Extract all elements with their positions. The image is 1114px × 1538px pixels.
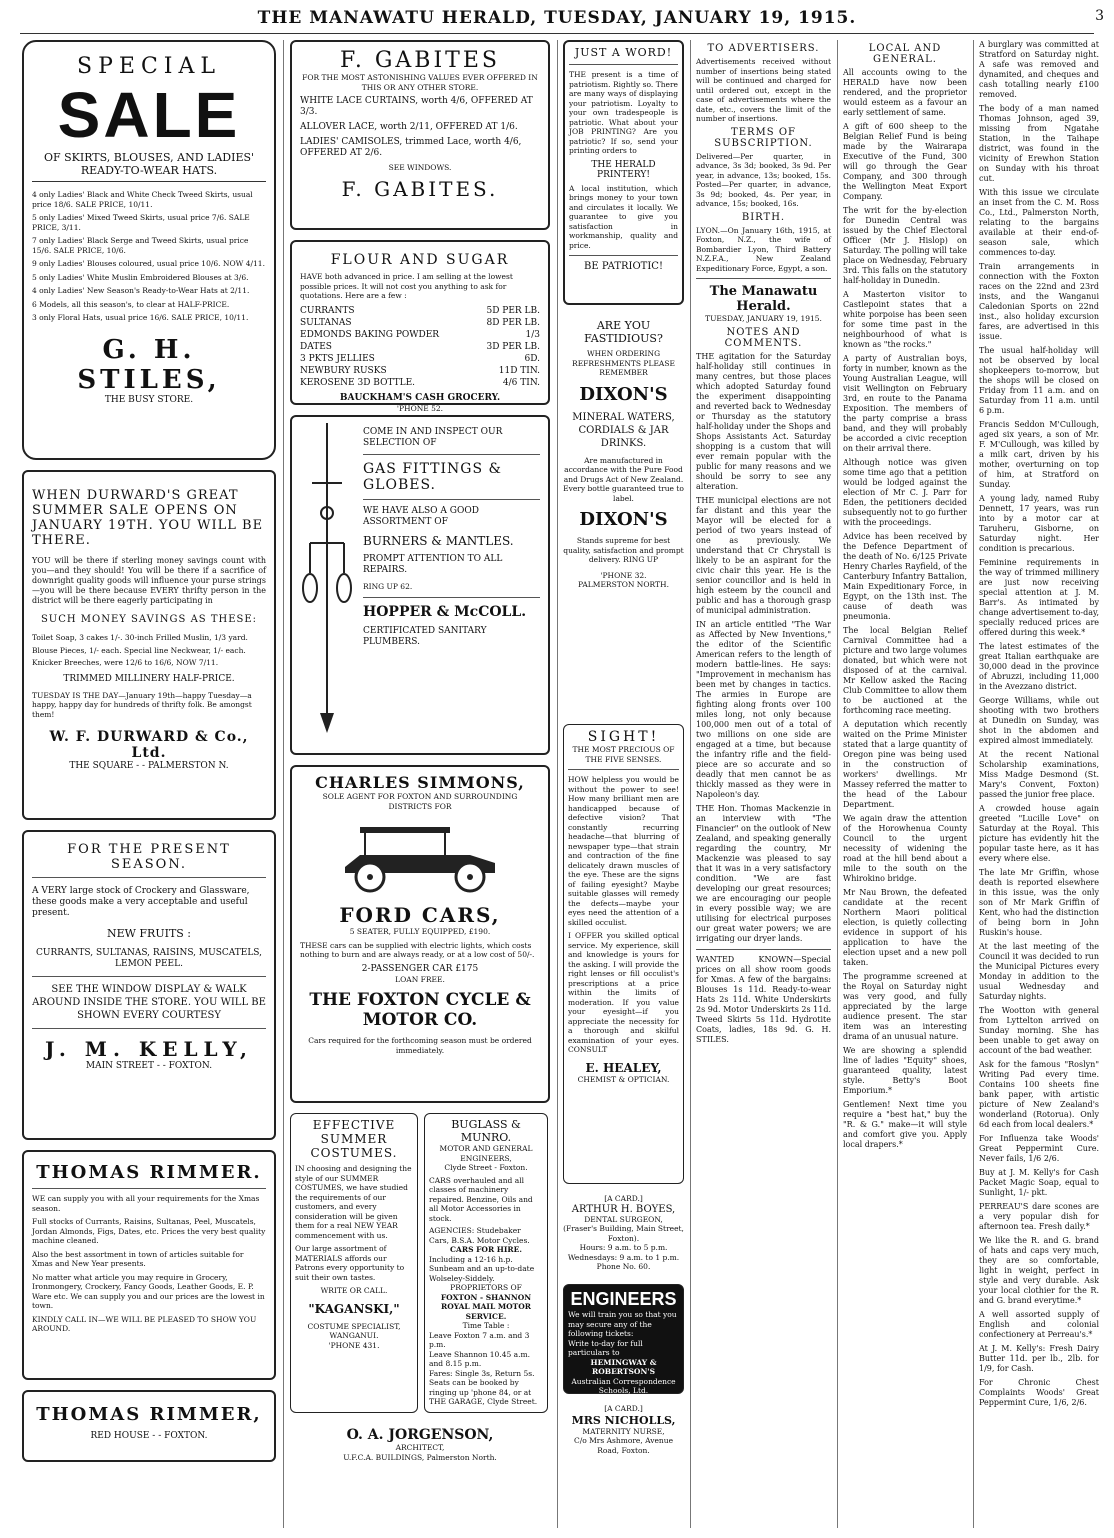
engineers-city: AUCKLAND [600, 1395, 647, 1405]
boyes-addr: (Fraser's Building, Main Street, Foxton). [563, 1224, 684, 1243]
stiles-ad [22, 40, 276, 460]
news-paragraph: The late Mr Griffin, whose death is reported elsewhere in this issue, was the only son of Mr Mark Griffin of Kent, who had the distinction of being born in John Ruskin's house. [979, 868, 1099, 937]
stiles-special: SPECIAL [77, 54, 221, 79]
news-paragraph: At the recent National Scholarship examinations, Miss Madge Desmond (St. Mary's Convent, Foxton) passed the junior free place. [979, 750, 1099, 799]
kaganski-body2: Our large assortment of MATERIALS affords our Patrons every opportunity to suit their own tastes. [295, 1244, 405, 1282]
local-paragraph: The programme screened at the Royal on Saturday night was very good, and fully appreciated by the large audience present. The star item was an interesting drama of an unusual nature. [843, 972, 967, 1041]
gabites-name-2: F. GABITES. [341, 176, 499, 201]
gabites-see: SEE WINDOWS. [388, 163, 452, 172]
healey-tag: CHEMIST & OPTICIAN. [577, 1074, 670, 1084]
divider [569, 255, 678, 256]
boyes-card-label: [A CARD.] [604, 1194, 643, 1203]
gas-fitting-illustration [300, 423, 355, 747]
divider [32, 1188, 266, 1189]
divider [363, 454, 540, 455]
durward-headline: WHEN DURWARD'S GREAT SUMMER SALE OPENS ON JANUARY 19TH. YOU WILL BE THERE. [32, 488, 264, 548]
dixon-body: Are manufactured in accordance with the Pure Food and Drugs Act of New Zealand. Every bottle guaranteed true to label. [563, 455, 684, 503]
herald-nameplate: The Manawatu Herald. [709, 284, 818, 314]
buglass-prop: PROPRIETORS OF [450, 1283, 522, 1292]
terms-body: Delivered—Per quarter, in advance, 3s 3d; booked, 3s 9d. Per year, in advance, 13s; booked, 15s. Posted—Per quarter, in advance, 3s 9d; booked, 4s. Per year, in advance, 15s; booked, 16s. [696, 151, 831, 208]
news-paragraph: George Williams, while out shooting with two brothers at Dunedin on Sunday, was shot in the abdomen and expired almost immediately. [979, 696, 1099, 745]
item: EDMONDS BAKING POWDER [300, 329, 440, 340]
local-paragraph: We again draw the attention of the Horowhenua County Council to the urgent necessity of widening the road at the hill bend about a mile to the south on the Whirokino bridge. [843, 814, 967, 883]
nicholls-addr: C/o Mrs Ashmore, Avenue Road, Foxton. [573, 1436, 674, 1455]
buglass-ad [424, 1113, 548, 1413]
rimmer-p1: WE can supply you with all your requirements for the Xmas season. [32, 1194, 260, 1213]
durward-millinery: TRIMMED MILLINERY HALF-PRICE. [63, 673, 235, 684]
gabites-ad [290, 40, 550, 230]
news-paragraph: PERREAU'S dare scones are a very popular dish for afternoon tea. Fresh daily.* [979, 1202, 1099, 1231]
column-2 [290, 40, 550, 1528]
news-paragraph: The Wootton with general from Lyttelton arrived on Sunday morning. She has been unable to get away on account of the bad weather. [979, 1006, 1099, 1055]
kelly-body: A VERY large stock of Crockery and Glassware, these goods make a very acceptable and useful present. [32, 886, 250, 918]
stiles-item: 5 only Ladies' White Muslin Embroidered Blouses at 3/6. [32, 272, 249, 282]
jorgenson-sub: ARCHITECT, [395, 1443, 445, 1452]
divider [569, 64, 678, 65]
just-body2: A local institution, which brings money to your town and circulates it locally. We guarantee to give you satisfaction in workmanship, quality and price. [569, 183, 678, 250]
durward-body: YOU will be there if sterling money savings count with you—and they should! You will be there if a sacrifice of downright quality goods will influence your purse strings—you will be there because EVERY thrifty person in the district will be there eagerly participating in [32, 556, 266, 605]
gas-lamp-icon [300, 423, 355, 743]
news-paragraph: Train arrangements in connection with the Foxton races on the 22nd and 23rd insts, and the Wanganui Caledonian Sports on 22nd inst., also holiday excursion fares, are advertised in this issue. [979, 262, 1099, 341]
kaganski-name: "KAGANSKI," [308, 1301, 400, 1316]
local-paragraph: A party of Australian boys, forty in number, known as the Young Australian League, will visit Wellington on February 3rd, en route to the Panama Exposition. The members of the party comprise a brass band, and they will probably be accorded a civic reception on their arrival there. [843, 354, 967, 453]
kelly-fruit-list: CURRANTS, SULTANAS, RAISINS, MUSCATELS, LEMON PEEL. [35, 948, 263, 969]
divider [568, 769, 679, 770]
kaganski-head: EFFECTIVE SUMMER COSTUMES. [310, 1118, 398, 1160]
item: NEWBURY RUSKS [300, 365, 387, 376]
car-icon [330, 815, 510, 895]
local-paragraph: A Masterton visitor to Castlepoint states that a white porpoise has been seen for some time past in the neighbourhood of what is known as "the rocks." [843, 290, 967, 349]
stiles-name: G. H. STILES, [77, 334, 221, 395]
buglass-addr: Clyde Street - Foxton. [444, 1163, 528, 1172]
ford-note: Cars required for the forthcoming season must be ordered immediately. [308, 1036, 532, 1055]
local-paragraph: The local Belgian Relief Carnival Committee had a picture and two large volumes donated, but which were not disposed of at the carnival. Mr Kellow asked the Racing Club Committee to allow them to be auctioned at the forthcoming race meeting. [843, 626, 967, 715]
hopper-gas: GAS FITTINGS & GLOBES. [363, 461, 502, 493]
stiles-tagline: THE BUSY STORE. [104, 394, 194, 405]
buglass-name: BUGLASS & MUNRO. [451, 1118, 521, 1144]
wanted-known: WANTED KNOWN—Special prices on all show room goods for Xmas. A few of the bargains: Blouses 1s 11d. Ready-to-wear Hats 2s 11d. White Underskirts 2s 9d. Motor Underskirts 2s 11d. Tweed Skirts 5s 11d. Hydrotite Coats, ladies, 18s 9d. G. H. STILES. [696, 954, 831, 1044]
healey-body: HOW helpless you would be without the power to see! How many brilliant men are handicapped because of defective vision? That constantly recurring headache—that blurring of newspaper type—that strain and contraction of the fine delicately drawn muscles of the eye. These are the signs of failing eyesight? Maybe suitable glasses will remedy the defects—maybe your eyes need the attention of a skilled occulist. [568, 775, 679, 927]
engineers-sub: Australian Correspondence Schools, Ltd. [571, 1376, 676, 1395]
bauckham-phone: 'PHONE 52. [396, 403, 444, 413]
price-row [300, 353, 540, 365]
news-paragraph: Buy at J. M. Kelly's for Cash Packet Magic Soap, equal to Sunlight, 1/- pkt. [979, 1168, 1099, 1197]
stiles-subhead: OF SKIRTS, BLOUSES, AND LADIES' READY-TO-WEAR HATS. [32, 151, 266, 182]
buglass-t2: Leave Shannon 10.45 a.m. and 8.15 p.m. [429, 1349, 530, 1368]
news-paragraph: Feminine requirements in the way of trimmed millinery are just now receiving special attention at J. M. Barr's. As intimated by change advertisement to-day, specially reduced prices are offered during this week.* [979, 558, 1099, 637]
dixon-name-2: DIXON'S [579, 509, 668, 530]
kaganski-ad [290, 1113, 418, 1413]
news-paragraph: A well assorted supply of English and colonial confectionery at Perreau's.* [979, 1310, 1099, 1339]
news-paragraph: For Chronic Chest Complaints Woods' Great Peppermint Cure, 1/6, 2/6. [979, 1378, 1099, 1407]
durward-item: Blouse Pieces, 1/- each. Special line Neckwear, 1/- each. [32, 645, 246, 655]
engineers-body: We will train you so that you may secure any of the following tickets: [568, 1310, 677, 1338]
news-paragraph: The body of a man named Thomas Johnson, aged 39, missing from Ngatahe Station, in the Taihape district, was found in the vicinity of Erewhon Station on Sunday with his throat cut. [979, 104, 1099, 183]
divider [32, 877, 266, 878]
buglass-agencies: AGENCIES: Studebaker Cars, B.S.A. Motor Cycles. [429, 1226, 530, 1245]
durward-item: Knicker Breeches, were 12/6 to 16/6, NOW 7/11. [32, 658, 219, 667]
hopper-name: HOPPER & McCOLL. [363, 603, 527, 620]
price: 1/3 [525, 329, 540, 340]
jorgenson-name: O. A. JORGENSON, [346, 1427, 494, 1443]
gabites-name: F. GABITES [340, 48, 500, 73]
news-paragraph: A burglary was committed at Stratford on Saturday night. A safe was removed and dynamited, and cheques and cash totalling nearly £100 removed. [979, 40, 1099, 99]
news-paragraph: A young lady, named Ruby Dennett, 17 years, was run into by a motor car at Taruheru, Gisborne, on Saturday night. Her condition is precarious. [979, 494, 1099, 553]
gabites-line: LADIES' CAMISOLES, trimmed Lace, worth 4/6, OFFERED AT 2/6. [300, 137, 522, 158]
divider [32, 976, 266, 977]
hopper-prompt: PROMPT ATTENTION TO ALL REPAIRS. [363, 554, 503, 575]
kelly-name: J. M. KELLY, [44, 1037, 254, 1061]
ford-body: THESE cars can be supplied with electric lights, which costs nothing to burn and are always ready, or at a low cost of 50/-. [300, 940, 535, 959]
rimmer-footer-address: RED HOUSE - - FOXTON. [90, 1431, 208, 1441]
column-divider [973, 40, 974, 1528]
price-row [300, 317, 540, 329]
ford-loan: LOAN FREE. [395, 974, 445, 984]
column-divider [557, 40, 558, 1528]
local-paragraph: A deputation which recently waited on the Prime Minister stated that a large quantity of Oregon pine was being used in the construction of workers' dwellings. Mr Massey referred the matter to the head of the Labour Department. [843, 720, 967, 809]
kelly-ad [22, 830, 276, 1140]
local-paragraph: The writ for the by-election for Dunedin Central was issued by the Chief Electoral Officer (Mr J. Hislop) on Saturday. The polling will take place on Wednesday, February 3rd. This falls on the statutory half-holiday in Dunedin. [843, 206, 967, 285]
price: 5D PER LB. [486, 305, 540, 316]
divider [363, 499, 540, 500]
simmons-name: CHARLES SIMMONS, [315, 773, 525, 792]
stiles-items [32, 190, 266, 323]
nicholls-card [563, 1404, 684, 1455]
buglass-fares: Fares: Single 3s, Return 5s. Seats can be booked by ringing up 'phone 84, or at THE GARAGE, Clyde Street. [429, 1368, 538, 1406]
column-5 [843, 40, 967, 1528]
news-paragraph: The latest estimates of the great Italian earthquake are 30,000 dead in the province of Abruzzi, including 11,000 in the Avezzano district. [979, 642, 1099, 691]
notes-paragraph: THE Hon. Thomas Mackenzie in an interview with "The Financier" on the outlook of New Zealand, and speaking generally regarding the country, Mr Mackenzie was pleased to say that it was in a very satisfactory condition. "We are fast developing our great resources; we are encouraging our people in every possible way; we are utilising for electrical purposes our great water powers; we are irrigating our dryer lands. [696, 803, 831, 943]
birth-notice: LYON.—On January 16th, 1915, at Foxton, N.Z., the wife of Bombardier Lyon, Third Battery N.Z.F.A., New Zealand Expeditionary Force, Egypt, a son. [696, 225, 831, 273]
local-paragraph: A gift of 600 sheep to the Belgian Relief Fund is being made by the Wairarapa Executive of the Fund, 300 will go through the Gear Company, and 300 through the Wellington Meat Export Company. [843, 122, 967, 201]
price-row [300, 377, 540, 389]
hopper-ring: RING UP 62. [363, 582, 413, 591]
buglass-sub: MOTOR AND GENERAL ENGINEERS, [439, 1144, 533, 1163]
rimmer-p2: Full stocks of Currants, Raisins, Sultanas, Peel, Muscatels, Jordan Almonds, Figs, Dates, etc. Prices the very best quality machine cleaned. [32, 1217, 266, 1245]
just-tag: BE PATRIOTIC! [584, 261, 663, 272]
column-3 [563, 40, 684, 1528]
buglass-t1: Leave Foxton 7 a.m. and 3 p.m. [429, 1330, 530, 1349]
healey-head: SIGHT! [587, 729, 660, 745]
just-herald: THE HERALD PRINTERY! [591, 159, 656, 180]
gabites-line: ALLOVER LACE, worth 2/11, OFFERED AT 1/6. [300, 122, 518, 132]
local-general-head: LOCAL AND GENERAL. [868, 43, 942, 65]
rimmer-footer-ad [22, 1390, 276, 1462]
dixon-ad [563, 319, 684, 714]
news-paragraph: Francis Seddon M'Cullough, aged six years, a son of Mr. F. M'Cullough, was killed by a milk cart, driven by his mother, overturning on top of him, at Stratford on Sunday. [979, 420, 1099, 489]
item: SULTANAS [300, 317, 352, 328]
engineers-write: Write to-day for full particulars to [568, 1338, 643, 1357]
nicholls-sub: MATERNITY NURSE, [582, 1426, 665, 1436]
dixon-question: ARE YOU FASTIDIOUS? [584, 319, 663, 345]
local-paragraph: Gentlemen! Next time you require a "best hat," buy the "R. & G." make—it will style and comfort give you. Apply local drapers.* [843, 1100, 967, 1149]
jorgenson-ad [290, 1427, 550, 1462]
buglass-mail: FOXTON - SHANNON ROYAL MAIL MOTOR SERVICE. [440, 1292, 532, 1321]
divider [363, 597, 540, 598]
durward-name: W. F. DURWARD & Co., Ltd. [49, 729, 249, 761]
stiles-item: 4 only Ladies' New Season's Ready-to-Wear Hats at 2/11. [32, 286, 250, 295]
col2-bottom-row [290, 1113, 550, 1423]
stiles-item: 5 only Ladies' Mixed Tweed Skirts, usual price 7/6. SALE PRICE, 3/11. [32, 213, 250, 232]
column-4 [696, 40, 831, 1528]
buglass-hire: CARS FOR HIRE. [450, 1245, 522, 1254]
nicholls-name: MRS NICHOLLS, [571, 1413, 676, 1427]
advertisers-body: Advertisements received without number of insertions being stated will be continued and charged for until ordered out, except in the case of advertisements where the date, etc., covers the limit of the number of insertions. [696, 57, 831, 123]
stiles-item: 7 only Ladies' Black Serge and Tweed Skirts, usual price 15/6. SALE PRICE, 10/6. [32, 236, 249, 255]
masthead: THE MANAWATU HERALD, TUESDAY, JANUARY 19, 1915. [257, 8, 857, 28]
kaganski-body: IN choosing and designing the style of our SUMMER COSTUMES, we have studied the requirements of our customers, and every consideration will be given them for a real NEW YEAR commencement with us. [295, 1164, 412, 1240]
bauckham-intro: HAVE both advanced in price. I am selling at the lowest possible prices. It will not cost you anything to ask for quotations. Here are a few : [300, 272, 513, 300]
stiles-item: 3 only Floral Hats, usual price 16/6. SALE PRICE, 10/11. [32, 313, 249, 322]
item: 3 PKTS JELLIES [300, 353, 375, 364]
birth-head: BIRTH. [741, 211, 786, 223]
kelly-window: SEE THE WINDOW DISPLAY & WALK AROUND INSIDE THE STORE. YOU WILL BE SHOWN EVERY COURTESY [32, 984, 266, 1021]
masthead-rule [20, 33, 1094, 34]
ford-two-passenger: 2-PASSENGER CAR £175 [361, 963, 479, 974]
notes-paragraph: IN an article entitled "The War as Affected by New Inventions," the editor of the Scientific American refers to the length of modern battle-lines. He says: "Improvement in mechanism has been met by changes in tactics. The armies in Europe are fighting along fronts over 100 miles long, not only because 100,000 men out of a total of two millions on one side are engaged at a time, but because the infantry rifle and the field-piece are so accurate and so deadly that men cannot be as thickly massed as they were in Napoleon's day. [696, 619, 831, 799]
price-row [300, 329, 540, 341]
boyes-sub: DENTAL SURGEON, [584, 1214, 663, 1224]
boyes-name: ARTHUR H. BOYES, [571, 1203, 676, 1215]
just-a-word-ad [563, 40, 684, 305]
kaganski-phone: 'PHONE 431. [328, 1340, 380, 1350]
durward-day: TUESDAY IS THE DAY—January 19th—happy Tuesday—a happy, happy day for hundreds of thrifty folk. Be amongst them! [32, 690, 252, 719]
durward-ad [22, 470, 276, 820]
durward-subhead: SUCH MONEY SAVINGS AS THESE: [40, 614, 258, 625]
news-paragraph: With this issue we circulate an inset from the C. M. Ross Co., Ltd., Palmerston North, relating to the bargains available at their end-of-season sale, which commences to-day. [979, 188, 1099, 257]
price-row [300, 305, 540, 317]
ford-seater: 5 SEATER, FULLY EQUIPPED, £190. [349, 927, 491, 936]
notes-paragraph: THE municipal elections are not far distant and this year the Mayor will be elected for a period of two years instead of one as previously. We understand that Cr Chrystall is likely to be an aspirant for the civic chair this year. He is the senior councillor and is held in high esteem by the council and public and has a thorough grasp of municipal administration. [696, 495, 831, 615]
healey-name: E. HEALEY, [585, 1060, 662, 1075]
price-row [300, 365, 540, 377]
hopper-tag: CERTIFICATED SANITARY PLUMBERS. [363, 625, 487, 647]
local-paragraph: Mr Nau Brown, the defeated candidate at the recent Northern Maori political election, is quietly collecting evidence in support of his application to have the election upset and a new poll taken. [843, 888, 967, 967]
engineers-ad [563, 1284, 684, 1405]
rimmer-name: THOMAS RIMMER. [36, 1162, 262, 1183]
durward-item: Toilet Soap, 3 cakes 1/-. 30-inch Frilled Muslin, 1/3 yard. [32, 633, 248, 642]
just-body: THE present is a time of patriotism. Rightly so. There are many ways of displaying your patriotism. Loyalty to your own tradespeople is patriotic. What about your JOB PRINTING? Are you patriotic? If so, send your printing orders to [569, 70, 678, 155]
engineers-name: HEMINGWAY & ROBERTSON'S [590, 1357, 657, 1376]
advertisers-head: TO ADVERTISERS. [707, 43, 820, 54]
hopper-also: WE HAVE ALSO A GOOD ASSORTMENT OF [363, 506, 479, 527]
stiles-item: 6 Models, all this season's, to clear at HALF-PRICE. [32, 299, 230, 309]
dixon-mineral: MINERAL WATERS, CORDIALS & JAR DRINKS. [572, 411, 675, 449]
column-6 [979, 40, 1099, 1528]
local-paragraph: All accounts owing to the HERALD have now been rendered, and the proprietor would esteem as a favour an early settlement of same. [843, 68, 967, 117]
rimmer-footer-name: THOMAS RIMMER, [36, 1404, 262, 1425]
price: 3D PER LB. [486, 341, 540, 352]
column-divider [283, 40, 284, 1528]
boyes-card [563, 1194, 684, 1284]
jorgenson-addr: U.F.C.A. BUILDINGS, Palmerston North. [343, 1452, 497, 1462]
notes-paragraph: THE agitation for the Saturday half-holiday still continues in many centres, but those places which adopted Saturday found the experiment disappointing and reverted back to Wednesday or Thursday as the statutory half-holiday under the Shops and Shops Assistants Act. Saturday shopping is a custom that will ever remain popular with the public for many reasons and we should be sorry to see any alteration. [696, 351, 831, 491]
simmons-ad [290, 765, 550, 1103]
dixon-body2: Stands supreme for best quality, satisfaction and prompt delivery. RING UP [563, 536, 684, 564]
news-paragraph: For Influenza take Woods' Great Peppermint Cure. Never fails, 1/6 2/6. [979, 1134, 1099, 1163]
stiles-item: 4 only Ladies' Black and White Check Tweed Skirts, usual price 18/6. SALE PRICE, 10/11. [32, 190, 253, 209]
rimmer-p5: KINDLY CALL IN—WE WILL BE PLEASED TO SHOW YOU AROUND. [32, 1314, 257, 1333]
price: 4/6 TIN. [502, 377, 540, 388]
news-paragraph: A crowded house again greeted "Lucille Love" on Saturday at the Royal. This picture has evidently hit the popular taste here, as it has every where else. [979, 804, 1099, 863]
divider [696, 278, 831, 279]
simmons-sub: SOLE AGENT FOR FOXTON AND SURROUNDING DISTRICTS FOR [322, 792, 518, 811]
item: DATES [300, 341, 332, 352]
news-paragraph: At the last meeting of the Council it was decided to run the Municipal Pictures every Monday in addition to the usual Wednesday and Saturday nights. [979, 942, 1099, 1001]
engineers-head: ENGINEERS [570, 1289, 677, 1309]
ford-car-illustration [300, 815, 540, 899]
dixon-phone: 'PHONE 32. [600, 570, 647, 580]
dixon-when: WHEN ORDERING REFRESHMENTS PLEASE REMEMBER [572, 349, 675, 377]
bauckham-head: FLOUR AND SUGAR [330, 252, 510, 268]
news-paragraph: The usual half-holiday will not be observed by local shopkeepers to-morrow, but the shops will be closed on Friday from 11 a.m. and on Saturday from 11 a.m. until 6 p.m. [979, 346, 1099, 415]
price: 6D. [524, 353, 540, 364]
buglass-table: Time Table : [462, 1321, 510, 1330]
price: 11D TIN. [498, 365, 540, 376]
buglass-body: CARS overhauled and all classes of machinery repaired. Benzine, Oils and all Motor Accessories in stock. [429, 1175, 533, 1223]
hopper-text [363, 423, 540, 747]
local-paragraph: We are showing a splendid line of ladies "Equity" shoes, guaranteed quality, latest style. Betty's Boot Emporium.* [843, 1046, 967, 1095]
column-divider [690, 40, 691, 1528]
gabites-line: WHITE LACE CURTAINS, worth 4/6, OFFERED AT 3/3. [300, 96, 533, 117]
stiles-sale: SALE [57, 79, 241, 151]
item: CURRANTS [300, 305, 355, 316]
dateline: TUESDAY, JANUARY 19, 1915. [705, 314, 822, 323]
stiles-item: 9 only Ladies' Blouses coloured, usual price 10/6. NOW 4/11. [32, 259, 265, 268]
ford-cars: FORD CARS, [339, 903, 501, 927]
local-paragraph: Although notice was given some time ago that a petition would be lodged against the election of Mr C. J. Parr for Eden, the petitioners decided subsequently not to go further with the proceedings. [843, 458, 967, 527]
news-paragraph: At J. M. Kelly's: Fresh Dairy Butter 11d. per lb., 2lb. for 1/9, for Cash. [979, 1344, 1099, 1373]
hopper-burners: BURNERS & MANTLES. [363, 534, 514, 548]
divider [696, 949, 831, 950]
news-paragraph: We like the R. and G. brand of hats and caps very much, they are so comfortable, light in weight, perfect in style and very durable. Ask your local clothier for the R. and G. brand everytime.* [979, 1236, 1099, 1305]
news-paragraph: Ask for the famous "Roslyn" Writing Pad every time. Contains 100 sheets fine bank paper, with artistic picture of New Zealand's wonderland (Rotorua). Only 6d each from local dealers.* [979, 1060, 1099, 1129]
healey-body2: I OFFER you skilled optical service. My experience, skill and knowledge is yours for the asking. I will provide the right lenses or fill occulist's prescriptions at a price within the limits of moderation. If you value your eyesight—if you appreciate the necessity for a thorough and skilful examination of your eyes. CONSULT [568, 931, 679, 1054]
bauckham-ad [290, 240, 550, 413]
hopper-ad [290, 415, 550, 755]
buglass-hire2: Including a 12-16 h.p. Sunbeam and an up-to-date Wolseley-Siddely. [429, 1254, 535, 1283]
bauckham-name: BAUCKHAM'S CASH GROCERY. [339, 392, 501, 403]
boyes-phone: Phone No. 60. [596, 1262, 651, 1271]
healey-sub: THE MOST PRECIOUS OF THE FIVE SENSES. [572, 745, 675, 764]
dixon-addr: PALMERSTON NORTH. [578, 580, 669, 589]
divider [32, 1028, 266, 1029]
kaganski-sub: COSTUME SPECIALIST, WANGANUI. [307, 1321, 401, 1340]
local-paragraph: Advice has been received by the Defence Department of the death of No. 6/125 Private Henry Charles Rayfield, of the Canterbury Infantry Battalion, Main Expeditionary Force, in Egypt, on the 13th inst. The cause of death was pneumonia. [843, 532, 967, 621]
price: 8D PER LB. [486, 317, 540, 328]
terms-head: TERMS OF SUBSCRIPTION. [714, 126, 813, 149]
price-row [300, 341, 540, 353]
dixon-name: DIXON'S [579, 383, 668, 405]
kelly-address: MAIN STREET - - FOXTON. [85, 1061, 213, 1071]
rimmer-p4: No matter what article you may require in Grocery, Ironmongery, Crockery, Fancy Goods, Leather Goods, E. P. Ware etc. We can supply you and our prices are the lowest in town. [32, 1272, 265, 1310]
healey-ad [563, 724, 684, 1184]
foxton-cycle-co: THE FOXTON CYCLE & MOTOR CO. [309, 990, 531, 1030]
rimmer-p3: Also the best assortment in town of articles suitable for Xmas and New Year presents. [32, 1249, 244, 1268]
just-head: JUST A WORD! [574, 46, 673, 59]
column-1 [22, 40, 276, 1528]
notes-head: NOTES AND COMMENTS. [724, 326, 803, 349]
durward-address: THE SQUARE - - PALMERSTON N. [69, 761, 229, 771]
gabites-sub: FOR THE MOST ASTONISHING VALUES EVER OFFERED IN THIS OR ANY OTHER STORE. [302, 73, 538, 92]
item: KEROSENE 3D BOTTLE. [300, 377, 416, 388]
kaganski-write: WRITE OR CALL. [320, 1286, 388, 1295]
boyes-hours: Hours: 9 a.m. to 5 p.m. Wednesdays: 9 a.m. to 1 p.m. [567, 1243, 680, 1262]
kelly-headline: FOR THE PRESENT SEASON. [67, 842, 231, 872]
hopper-intro: COME IN AND INSPECT OUR SELECTION OF [363, 427, 503, 448]
page-number: 3 [1095, 8, 1104, 24]
kelly-fruits: NEW FRUITS : [106, 927, 192, 940]
column-divider [837, 40, 838, 1528]
rimmer-ad [22, 1150, 276, 1380]
nicholls-card-label: [A CARD.] [604, 1404, 643, 1413]
